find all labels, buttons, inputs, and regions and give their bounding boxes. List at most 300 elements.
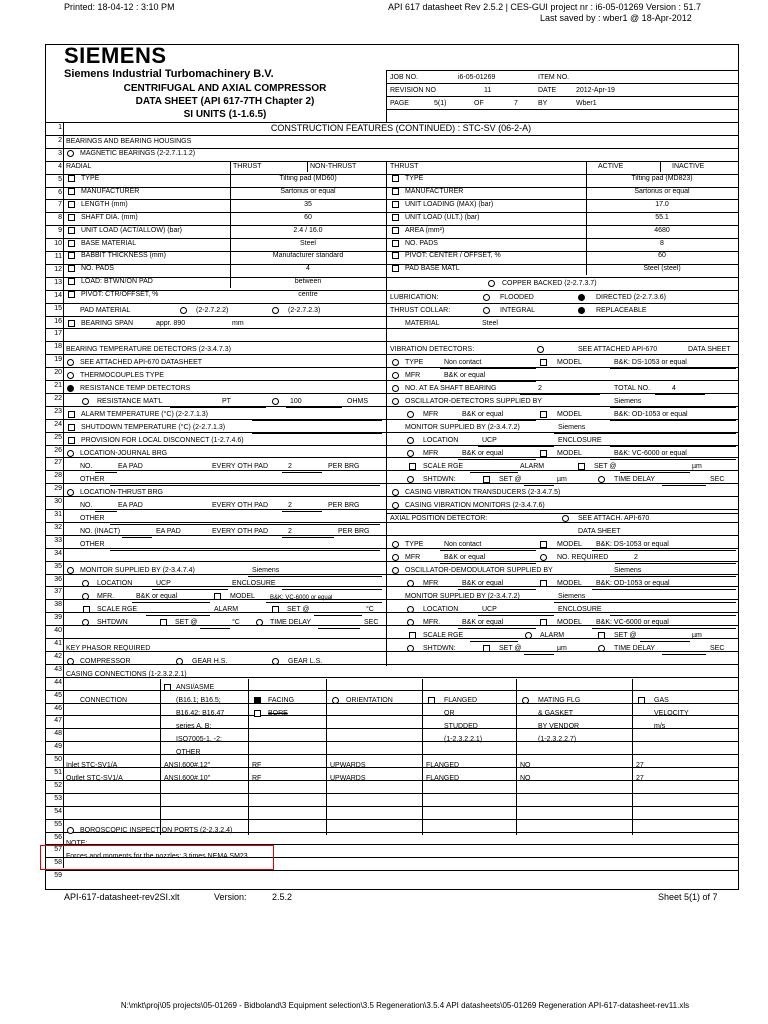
row-number: 49 xyxy=(54,743,62,750)
left-location-value: UCP xyxy=(156,580,171,587)
alarm-temp-checkbox[interactable] xyxy=(68,411,75,418)
monitor-model-value: B&K: VC-6000 or equal xyxy=(614,450,687,457)
orientation-label: ORIENTATION xyxy=(346,697,393,704)
osc-detectors-radio[interactable] xyxy=(392,398,399,405)
gear-hs-radio[interactable] xyxy=(176,658,183,665)
connection-ansi-cell: ANSI,600#,10" xyxy=(164,775,211,782)
osc-mfr-label: MFR xyxy=(423,411,439,418)
casing-connections-heading: CASING CONNECTIONS (1-2.3.2.2.1) xyxy=(66,671,187,678)
row-divider xyxy=(45,793,739,794)
row-divider xyxy=(45,328,739,329)
axial-type-radio[interactable] xyxy=(392,541,399,548)
facing-checkbox[interactable] xyxy=(254,697,261,704)
connection-mating-cell: NO xyxy=(520,762,531,769)
rtd-radio[interactable] xyxy=(67,385,74,392)
row-number: 37 xyxy=(54,588,62,595)
date-value: 2012-Apr-19 xyxy=(576,87,615,94)
row-number: 29 xyxy=(54,485,62,492)
see-attached-api670-radio[interactable] xyxy=(67,359,74,366)
ohms-value: 100 xyxy=(290,398,302,405)
gas-label: GAS xyxy=(654,697,669,704)
section-title: CONSTRUCTION FEATURES (CONTINUED) : STC-SV (06-2-A) xyxy=(270,123,532,133)
inact-eapad-label: EA PAD xyxy=(156,528,181,535)
connection-orient-cell: UPWARDS xyxy=(330,762,366,769)
row-number: 27 xyxy=(54,459,62,466)
demod-shtdwn-radio[interactable] xyxy=(407,645,414,652)
row-number: 59 xyxy=(54,872,62,879)
axial-type-label: TYPE xyxy=(405,541,424,548)
by-label: BY xyxy=(538,100,548,107)
row-divider xyxy=(45,870,739,871)
bearings-heading: BEARINGS AND BEARING HOUSINGS xyxy=(66,138,192,145)
monitor-location-label: LOCATION xyxy=(423,437,459,444)
osc-demod-radio[interactable] xyxy=(392,567,399,574)
alarm-um-label: µm xyxy=(692,463,702,470)
left-time-delay-sec: SEC xyxy=(364,619,379,626)
left-bearing-checkbox[interactable] xyxy=(68,291,75,298)
left-bearing-value: 60 xyxy=(304,214,312,221)
row-number: 15 xyxy=(54,305,62,312)
demod-time-delay-radio[interactable] xyxy=(598,645,605,652)
axial-model-checkbox[interactable] xyxy=(540,541,547,548)
vib-model-checkbox[interactable] xyxy=(540,359,547,366)
demod-mfr-radio[interactable] xyxy=(407,580,414,587)
left-bearing-checkbox[interactable] xyxy=(68,188,75,195)
bearing-span-value: appr. 890 xyxy=(156,320,186,327)
osc-demod-label: OSCILLATOR-DEMODULATOR SUPPLIED BY xyxy=(405,567,553,574)
mating-radio[interactable] xyxy=(522,697,529,704)
row-number: 13 xyxy=(54,279,62,286)
demod-enclosure-label: ENCLOSURE xyxy=(558,606,602,613)
row-divider xyxy=(45,741,739,742)
row-number: 6 xyxy=(58,189,62,196)
row-number: 2 xyxy=(58,137,62,144)
magnetic-bearings-radio[interactable] xyxy=(67,150,74,157)
time-delay-radio[interactable] xyxy=(598,476,605,483)
journal-every-value: 2 xyxy=(288,463,292,470)
row-divider xyxy=(45,161,739,162)
vib-model-label: MODEL xyxy=(557,359,582,366)
active-label: ACTIVE xyxy=(598,163,624,170)
pad-material-b-radio[interactable] xyxy=(272,307,279,314)
axial-model-label: MODEL xyxy=(557,541,582,548)
page-label: PAGE xyxy=(390,100,409,107)
row-number: 36 xyxy=(54,576,62,583)
copper-backed-label: COPPER BACKED (2-2.7.3.7) xyxy=(502,280,597,287)
row-number: 4 xyxy=(58,163,62,170)
left-mfr-label: MFR. xyxy=(97,593,115,600)
right-bearing-checkbox[interactable] xyxy=(392,265,399,272)
row-divider xyxy=(45,767,739,768)
demod-location-value: UCP xyxy=(482,606,497,613)
no-at-shaft-value: 2 xyxy=(538,385,542,392)
alarm-label: ALARM xyxy=(520,463,545,470)
row-number: 19 xyxy=(54,356,62,363)
monitor-model-checkbox[interactable] xyxy=(540,450,547,457)
demod-shtdwn-set-label: SET @ xyxy=(499,645,522,652)
monitor-supplied-value: Siemens xyxy=(558,424,586,431)
demod-model2-value: B&K: VC-6000 or equal xyxy=(596,619,669,626)
right-bearing-checkbox[interactable] xyxy=(392,214,399,221)
integral-label: INTEGRAL xyxy=(500,307,536,314)
series-label: series A, B; xyxy=(176,723,212,730)
revision-label: REVISION NO xyxy=(390,87,436,94)
template-name: API-617-datasheet-rev2SI.xlt xyxy=(64,892,180,902)
left-bearing-value: centre xyxy=(298,291,318,298)
shutdown-temp-label: SHUTDOWN TEMPERATURE (°C) (2-2.7.1.3) xyxy=(81,424,226,431)
osc-detectors-label: OSCILLATOR-DETECTORS SUPPLIED BY xyxy=(405,398,542,405)
inact-no-label: NO. (INACT) xyxy=(80,528,121,535)
row-number: 9 xyxy=(58,227,62,234)
flooded-label: FLOODED xyxy=(500,294,534,301)
row-number: 56 xyxy=(54,834,62,841)
left-mfr-radio[interactable] xyxy=(82,593,89,600)
axial-see-attached-label: SEE ATTACH. API-670 xyxy=(578,515,650,522)
left-bearing-value: Tilting pad (MD60) xyxy=(279,175,337,182)
location-thrust-label: LOCATION-THRUST BRG xyxy=(80,489,163,496)
row-divider xyxy=(45,690,739,691)
vib-type-radio[interactable] xyxy=(392,359,399,366)
thermocouples-radio[interactable] xyxy=(67,372,74,379)
osc-mfr-radio[interactable] xyxy=(407,411,414,418)
left-bearing-label: MANUFACTURER xyxy=(81,188,140,195)
integral-radio[interactable] xyxy=(483,307,490,314)
thrust-right-label: THRUST xyxy=(390,163,419,170)
right-bearing-value: Steel (steel) xyxy=(643,265,681,272)
axial-data-sheet-label: DATA SHEET xyxy=(578,528,621,535)
flooded-radio[interactable] xyxy=(483,294,490,301)
left-location-radio[interactable] xyxy=(82,580,89,587)
right-bearing-checkbox[interactable] xyxy=(392,175,399,182)
row-divider xyxy=(45,780,739,781)
thrust-perbrg-label: PER BRG xyxy=(328,502,360,509)
row-divider xyxy=(45,238,739,239)
axial-see-attached-radio[interactable] xyxy=(562,515,569,522)
connection-label: CONNECTION xyxy=(80,697,128,704)
axial-mfr-label: MFR xyxy=(405,554,421,561)
alarm-set-label: SET @ xyxy=(594,463,617,470)
bearing-span-checkbox[interactable] xyxy=(68,320,75,327)
b16-42-label: B16.42; B16.47 xyxy=(176,710,225,717)
connection-flanged-cell: FLANGED xyxy=(426,775,460,782)
velocity-unit-label: m/s xyxy=(654,723,666,730)
note-text: Forces and moments for the nozzles: 3 times NEMA SM23 xyxy=(66,853,248,860)
journal-eapad-label: EA PAD xyxy=(118,463,143,470)
directed-radio[interactable] xyxy=(578,294,585,301)
row-divider xyxy=(45,664,739,665)
gear-hs-label: GEAR H.S. xyxy=(192,658,228,665)
material-value: Steel xyxy=(482,320,498,327)
row-divider xyxy=(45,354,739,355)
flanged-checkbox[interactable] xyxy=(428,697,435,704)
axial-mfr-radio[interactable] xyxy=(392,554,399,561)
sheet-number: Sheet 5(1) of 7 xyxy=(658,892,718,902)
boroscopic-label: BOROSCOPIC INSPECTION PORTS (2-2.3.2.4) xyxy=(80,827,233,834)
connection-velocity-cell: 27 xyxy=(636,775,644,782)
right-bearing-label: PAD BASE MATL xyxy=(405,265,460,272)
journal-other-label: OTHER xyxy=(80,476,105,483)
magnetic-bearings-label: MAGNETIC BEARINGS (2-2.7.1.1.2) xyxy=(80,150,196,157)
right-bearing-value: Tilting pad (MD823) xyxy=(631,175,693,182)
thrust-no-label: NO. xyxy=(80,502,93,509)
flanged-label: FLANGED xyxy=(444,697,478,704)
connection-facing-cell: RF xyxy=(252,775,262,782)
material-label: MATERIAL xyxy=(405,320,440,327)
vib-mfr-radio[interactable] xyxy=(392,372,399,379)
no-at-shaft-radio[interactable] xyxy=(392,385,399,392)
gas-velocity-checkbox[interactable] xyxy=(638,697,645,704)
left-mfr-value: B&K or equal xyxy=(136,593,178,600)
casing-monitors-label: CASING VIBRATION MONITORS (2-3.4.7.6) xyxy=(405,502,545,509)
bore-label: BORE xyxy=(268,710,288,717)
left-shtdwn-radio[interactable] xyxy=(82,619,89,626)
row-number: 20 xyxy=(54,369,62,376)
row-number: 21 xyxy=(54,382,62,389)
scale-range-label: SCALE RGE xyxy=(423,463,464,470)
left-model-checkbox[interactable] xyxy=(214,593,221,600)
ohms-radio[interactable] xyxy=(272,398,279,405)
copper-backed-radio[interactable] xyxy=(488,280,495,287)
vib-type-value: Non contact xyxy=(444,359,482,366)
row-number: 41 xyxy=(54,640,62,647)
osc-model-checkbox[interactable] xyxy=(540,411,547,418)
left-bearing-label: NO. PADS xyxy=(81,265,114,272)
by-vendor-label: BY VENDOR xyxy=(538,723,580,730)
demod-model-checkbox[interactable] xyxy=(540,580,547,587)
version-label: Version: xyxy=(214,892,247,902)
inact-every-value: 2 xyxy=(288,528,292,535)
left-monitor-supplied-value: Siemens xyxy=(252,567,280,574)
row-number: 44 xyxy=(54,679,62,686)
monitor-enclosure-label: ENCLOSURE xyxy=(558,437,602,444)
inact-other-label: OTHER xyxy=(80,541,105,548)
location-thrust-radio[interactable] xyxy=(67,489,74,496)
vib-mfr-value: B&K or equal xyxy=(444,372,486,379)
demod-model2-checkbox[interactable] xyxy=(540,619,547,626)
left-shtdwn-set-label: SET @ xyxy=(175,619,198,626)
osc-mfr-value: B&K or equal xyxy=(462,411,504,418)
radial-label: RADIAL xyxy=(66,163,92,170)
demod-alarm-radio[interactable] xyxy=(525,632,532,639)
left-bearing-value: between xyxy=(294,278,322,285)
left-time-delay-label: TIME DELAY xyxy=(270,619,312,626)
row-number: 51 xyxy=(54,769,62,776)
left-alarm-set-checkbox[interactable] xyxy=(272,606,279,613)
total-no-value: 4 xyxy=(672,385,676,392)
vib-see-attached-radio[interactable] xyxy=(537,346,544,353)
row-number: 22 xyxy=(54,395,62,402)
left-shtdwn-set-checkbox[interactable] xyxy=(160,619,167,626)
shtdwn-label: SHTDWN: xyxy=(423,476,456,483)
thermocouples-label: THERMOCOUPLES TYPE xyxy=(80,372,164,379)
shtdwn-radio[interactable] xyxy=(407,476,414,483)
right-bearing-checkbox[interactable] xyxy=(392,240,399,247)
row-number: 39 xyxy=(54,614,62,621)
rtd-label: RESISTANCE TEMP DETECTORS xyxy=(80,385,191,392)
total-no-label: TOTAL NO. xyxy=(614,385,651,392)
casing-monitors-radio[interactable] xyxy=(392,502,399,509)
right-bearing-checkbox[interactable] xyxy=(392,252,399,259)
orientation-radio[interactable] xyxy=(332,697,339,704)
monitor-location-value: UCP xyxy=(482,437,497,444)
inact-every-label: EVERY OTH PAD xyxy=(212,528,269,535)
left-bearing-checkbox[interactable] xyxy=(68,214,75,221)
right-bearing-value: 17.0 xyxy=(655,201,669,208)
right-bearing-checkbox[interactable] xyxy=(392,227,399,234)
location-journal-radio[interactable] xyxy=(67,450,74,457)
connection-velocity-cell: 27 xyxy=(636,762,644,769)
row-number: 42 xyxy=(54,653,62,660)
thrust-every-value: 2 xyxy=(288,502,292,509)
connection-facing-cell: RF xyxy=(252,762,262,769)
thrust-col-label: THRUST xyxy=(233,163,262,170)
replaceable-radio[interactable] xyxy=(578,307,585,314)
demod-alarm-set-checkbox[interactable] xyxy=(598,632,605,639)
location-journal-label: LOCATION-JOURNAL BRG xyxy=(80,450,168,457)
left-monitor-supplied-radio[interactable] xyxy=(67,567,74,574)
row-number: 28 xyxy=(54,472,62,479)
left-bearing-value: 35 xyxy=(304,201,312,208)
row-number: 55 xyxy=(54,821,62,828)
shtdwn-set-checkbox[interactable] xyxy=(483,476,490,483)
local-disconnect-checkbox[interactable] xyxy=(68,437,75,444)
title-line-2: DATA SHEET (API 617-7TH Chapter 2) xyxy=(135,96,315,107)
ansi-checkbox[interactable] xyxy=(164,684,171,691)
row-number: 48 xyxy=(54,730,62,737)
b16-1-label: (B16.1; B16.5; xyxy=(176,697,221,704)
left-bearing-checkbox[interactable] xyxy=(68,265,75,272)
left-alarm-label: ALARM xyxy=(214,606,239,613)
left-bearing-value: Steel xyxy=(300,240,316,247)
boroscopic-radio[interactable] xyxy=(67,827,74,834)
right-bearing-label: MANUFACTURER xyxy=(405,188,464,195)
siemens-logo: SIEMENS xyxy=(64,43,167,68)
row-number: 58 xyxy=(54,859,62,866)
row-number: 1 xyxy=(58,124,62,131)
casing-transducers-radio[interactable] xyxy=(392,489,399,496)
row-divider xyxy=(45,199,739,200)
row-divider xyxy=(45,135,739,136)
left-time-delay-radio[interactable] xyxy=(256,619,263,626)
monitor-mfr-label: MFR xyxy=(423,450,439,457)
axial-position-label: AXIAL POSITION DETECTOR: xyxy=(390,515,488,522)
row-divider xyxy=(45,754,739,755)
iso-label: ISO7005-1, -2; xyxy=(176,736,222,743)
shutdown-temp-checkbox[interactable] xyxy=(68,424,75,431)
row-number: 14 xyxy=(54,292,62,299)
no-required-value: 2 xyxy=(634,554,638,561)
monitor-location-radio[interactable] xyxy=(407,437,414,444)
directed-label: DIRECTED (2-2.7.3.6) xyxy=(596,294,667,301)
thrust-eapad-label: EA PAD xyxy=(118,502,143,509)
left-bearing-checkbox[interactable] xyxy=(68,175,75,182)
date-label: DATE xyxy=(538,87,557,94)
demod-alarm-label: ALARM xyxy=(540,632,565,639)
title-line-1: CENTRIFUGAL AND AXIAL COMPRESSOR xyxy=(123,83,327,94)
right-bearing-checkbox[interactable] xyxy=(392,201,399,208)
vib-type-label: TYPE xyxy=(405,359,424,366)
key-phasor-label: KEY PHASOR REQUIRED xyxy=(66,645,151,652)
resistance-mat-radio[interactable] xyxy=(82,398,89,405)
row-number: 18 xyxy=(54,343,62,350)
left-alarm-set-label: SET @ xyxy=(287,606,310,613)
bearing-span-unit: mm xyxy=(232,320,244,327)
left-scale-range-checkbox[interactable] xyxy=(83,606,90,613)
monitor-supplied-label: MONITOR SUPPLIED BY (2-3.4.7.2) xyxy=(405,424,520,431)
left-bearing-checkbox[interactable] xyxy=(68,252,75,259)
bore-checkbox[interactable] xyxy=(254,710,261,717)
left-bearing-checkbox[interactable] xyxy=(68,227,75,234)
row-divider xyxy=(45,393,739,394)
resistance-mat-label: RESISTANCE MAT'L xyxy=(97,398,163,405)
demod-scale-range-checkbox[interactable] xyxy=(409,632,416,639)
row-divider xyxy=(45,225,739,226)
row-number: 3 xyxy=(58,150,62,157)
row-number: 32 xyxy=(54,524,62,531)
row-number: 30 xyxy=(54,498,62,505)
demod-time-delay-label: TIME DELAY xyxy=(614,645,656,652)
left-bearing-checkbox[interactable] xyxy=(68,201,75,208)
left-bearing-label: TYPE xyxy=(81,175,100,182)
left-monitor-supplied-label: MONITOR SUPPLIED BY (2-3.4.7.4) xyxy=(80,567,195,574)
bearing-span-label: BEARING SPAN xyxy=(81,320,133,327)
vib-see-attached-label: SEE ATTACHED API-670 xyxy=(578,346,658,353)
monitor-model-label: MODEL xyxy=(557,450,582,457)
demod-shtdwn-set-checkbox[interactable] xyxy=(483,645,490,652)
left-bearing-checkbox[interactable] xyxy=(68,278,75,285)
osc-model-label: MODEL xyxy=(557,411,582,418)
demod-location-radio[interactable] xyxy=(407,606,414,613)
no-required-radio[interactable] xyxy=(540,554,547,561)
row-number: 57 xyxy=(54,846,62,853)
row-divider xyxy=(45,535,739,536)
vibration-detectors-label: VIBRATION DETECTORS: xyxy=(390,346,475,353)
demod-shtdwn-label: SHTDWN: xyxy=(423,645,456,652)
local-disconnect-label: PROVISION FOR LOCAL DISCONNECT (1-2.7.4.6) xyxy=(81,437,244,444)
lubrication-label: LUBRICATION: xyxy=(390,294,439,301)
row-number: 23 xyxy=(54,408,62,415)
right-bearing-label: UNIT LOADING (MAX) (bar) xyxy=(405,201,494,208)
studded-label: STUDDED xyxy=(444,723,478,730)
no-required-label: NO. REQUIRED xyxy=(557,554,609,561)
pad-material-a-radio[interactable] xyxy=(180,307,187,314)
row-number: 17 xyxy=(54,330,62,337)
scale-range-checkbox[interactable] xyxy=(409,463,416,470)
demod-mfr2-radio[interactable] xyxy=(407,619,414,626)
row-number: 10 xyxy=(54,240,62,247)
alarm-set-checkbox[interactable] xyxy=(578,463,585,470)
left-bearing-checkbox[interactable] xyxy=(68,240,75,247)
of-label: OF xyxy=(474,100,484,107)
demod-monitor-value: Siemens xyxy=(558,593,586,600)
connection-ansi-cell: ANSI,600#,12" xyxy=(164,762,211,769)
row-divider xyxy=(45,341,739,342)
right-bearing-checkbox[interactable] xyxy=(392,188,399,195)
compressor-radio[interactable] xyxy=(67,658,74,665)
of-value: 7 xyxy=(514,100,518,107)
highlight-box xyxy=(40,845,274,870)
revision-value: 11 xyxy=(484,87,492,94)
no-at-shaft-label: NO. AT EA SHAFT BEARING xyxy=(405,385,497,392)
row-divider xyxy=(45,715,739,716)
note-label: NOTE: xyxy=(66,840,88,847)
row-divider xyxy=(45,612,739,613)
gear-ls-radio[interactable] xyxy=(272,658,279,665)
monitor-mfr-radio[interactable] xyxy=(407,450,414,457)
version-value: 2.5.2 xyxy=(272,892,293,902)
mating-ref-label: (1-2.3.2.2.7) xyxy=(538,736,577,743)
connection-orient-cell: UPWARDS xyxy=(330,775,366,782)
